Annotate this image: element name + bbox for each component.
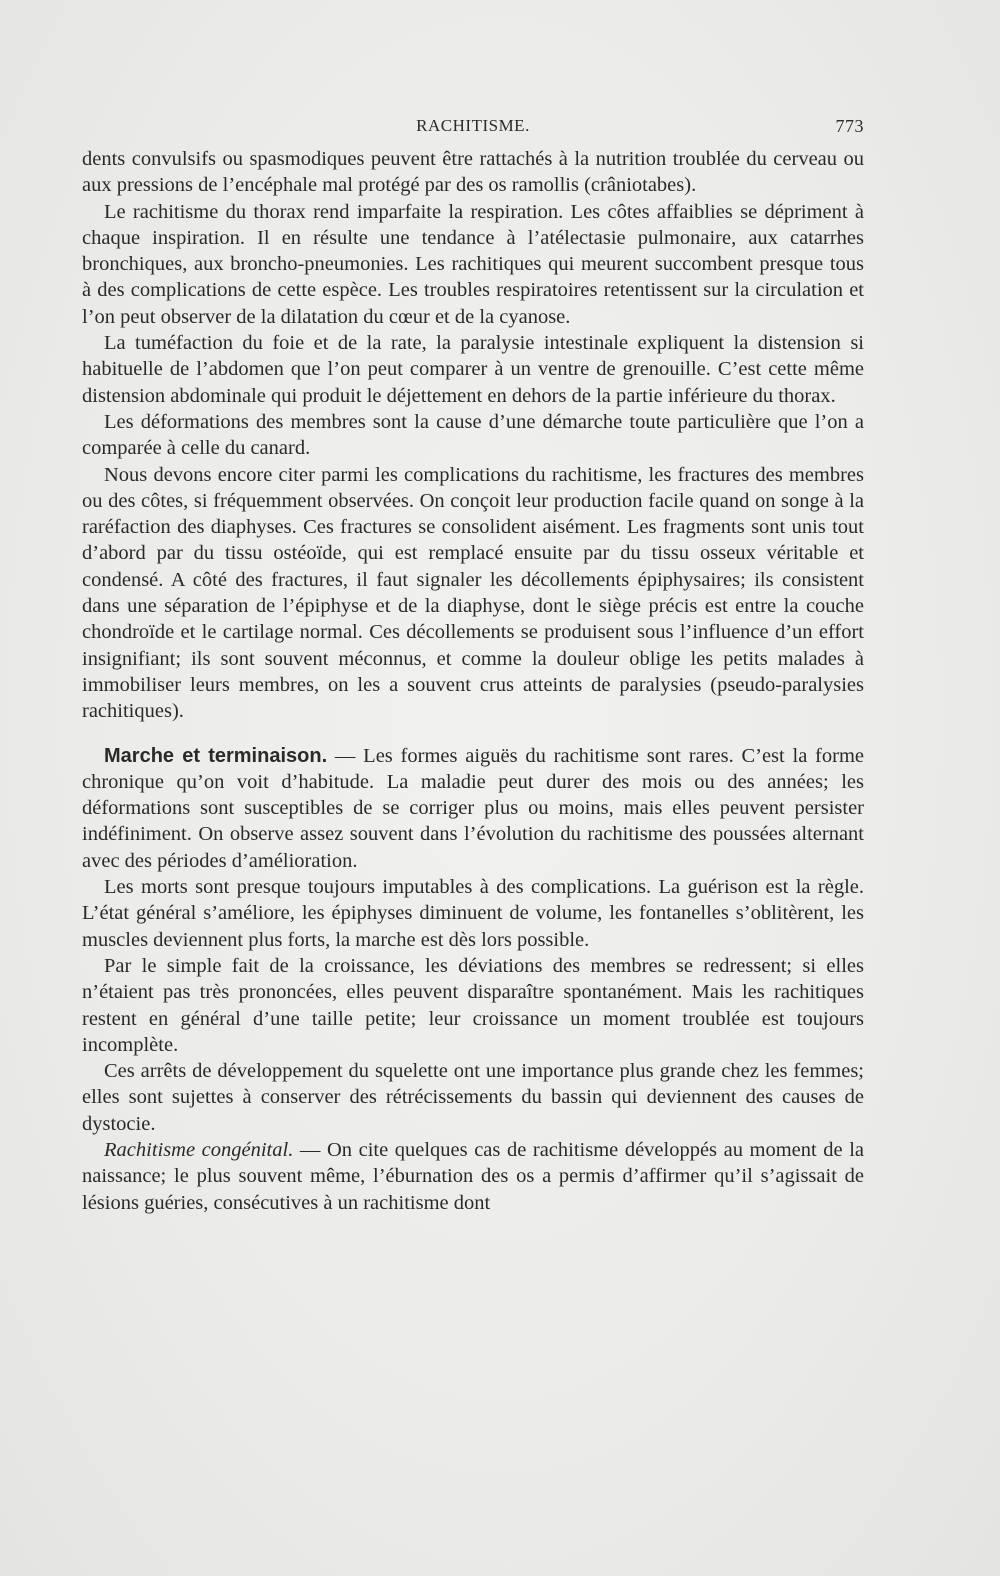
paragraph: Nous devons encore citer parmi les complications du rachitisme, les fractures des membres ou des côtes, si fréquemment observées. On conçoit leur production facile quand on songe à la raréfaction des diaphyses. Ces fractures se consolident aisément. Les fragments sont unis tout d’abord par du tissu ostéoïde, qui est remplacé ensuite par du tissu osseux véritable et condensé. A côté des fractures, il faut signaler les décollements épiphysaires; ils consistent dans une séparation de l’épiphyse et de la diaphyse, dont le siège précis est entre la couche chondroïde et le cartilage normal. Ces décollements se produisent sous l’influence d’un effort insignifiant; ils sont souvent méconnus, et comme la douleur oblige les petits malades à immobiliser leurs membres, on les a souvent crus atteints de paralysies (pseudo-paralysies rachitiques). — [82, 463, 864, 723]
subsection-heading: Rachitisme congénital. — [104, 1138, 294, 1161]
subsection-paragraph — [82, 1137, 864, 1216]
paragraph: Par le simple fait de la croissance, les déviations des membres se redressent; si elles n’étaient pas très prononcées, elles peuvent disparaître spontanément. Mais les rachitiques restent en général d’une taille petite; leur croissance un moment troublée est toujours incomplète. — [82, 954, 864, 1056]
paragraph: Les morts sont presque toujours imputables à des complications. La guérison est la règle. L’état général s’améliore, les épiphyses diminuent de volume, les fontanelles s’oblitèrent, les muscles deviennent plus forts, la marche est dès lors possible. — [82, 876, 864, 951]
section-text: — Les formes aiguës du rachitisme sont rares. C’est la forme chronique qu’on voit d’habitude. La maladie peut durer des mois ou des années; les déformations sont susceptibles de se corriger plus ou moins, mais elles peuvent persister indéfiniment. On observe assez souvent dans l’évolution du rachitisme des poussées alternant avec des périodes d’amélioration. — [82, 744, 865, 872]
section-heading: Marche et terminaison. — [104, 744, 328, 767]
page-number: 773 — [835, 116, 864, 136]
paragraph: Les déformations des membres sont la cause d’une démarche toute particulière que l’on a comparée à celle du canard. — [82, 410, 864, 460]
paragraph: Le rachitisme du thorax rend imparfaite la respiration. Les côtes affaiblies se dépriment à chaque inspiration. Il en résulte une tendance à l’atélectasie pulmonaire, aux catarrhes bronchiques, aux broncho-pneumonies. Les rachitiques qui meurent succombent presque tous à des complications de cette espèce. Les troubles respiratoires retentissent sur la circulation et l’on peut observer de la dilatation du cœur et de la cyanose. — [82, 200, 864, 328]
page-header — [82, 116, 864, 140]
body-text — [82, 146, 864, 1216]
section-paragraph — [82, 743, 864, 874]
running-head: RACHITISME. — [416, 116, 530, 135]
subsection-text: — On cite quelques cas de rachitisme développés au moment de la naissance; le plus souvent même, l’éburnation des os a permis d’affirmer qu’il s’agissait de lésions guéries, consécutives à un rachitisme dont — [82, 1138, 864, 1214]
paragraph: dents convulsifs ou spasmodiques peuvent être rattachés à la nutrition troublée du cerveau ou aux pressions de l’encéphale mal protégé par des os ramollis (crâniotabes). — [82, 148, 864, 197]
paragraph: La tuméfaction du foie et de la rate, la paralysie intestinale expliquent la distension si habituelle de l’abdomen que l’on peut comparer à un ventre de grenouille. C’est cette même distension abdominale qui produit le déjettement en dehors de la partie inférieure du thorax. — [82, 332, 864, 407]
paragraph: Ces arrêts de développement du squelette ont une importance plus grande chez les femmes; elles sont sujettes à conserver des rétrécissements du bassin qui deviennent des causes de dystocie. — [82, 1060, 864, 1135]
